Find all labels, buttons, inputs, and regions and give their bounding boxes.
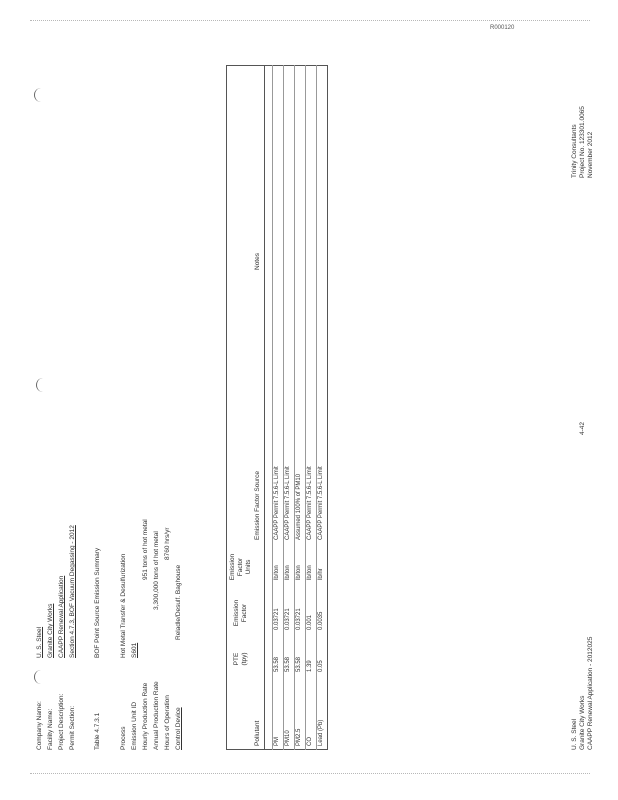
header-tpy-bottom: (tpy)	[241, 652, 249, 666]
footer-left-line2: Granite City Works	[579, 695, 586, 750]
table-row	[294, 65, 295, 750]
cell-units: lb/ton	[296, 565, 302, 580]
cell-units: lb/ton	[274, 565, 280, 580]
header-units-bottom: Units	[245, 559, 253, 575]
hours-label: Hours of Operation	[164, 695, 171, 750]
table-row	[316, 65, 317, 750]
process-label: Process	[120, 726, 127, 750]
cell-units: lb/hr	[318, 568, 324, 580]
cell-factor: 0.03721	[296, 608, 302, 630]
header-source: Emission Factor Source	[254, 471, 261, 540]
emission-unit-value: S601	[131, 642, 138, 658]
annual-rate-value: 3,300,000 tons of hot metal	[153, 531, 160, 610]
cell-tpy: 53.58	[296, 656, 302, 672]
header-factor	[233, 592, 249, 634]
header-pollutant: Pollutant	[254, 720, 261, 746]
footer-right-line1: Trinity Consultants	[571, 124, 578, 178]
control-value: Reladle/Desulf. Baghouse	[175, 564, 182, 640]
cell-source: Assumed 100% of PM10	[296, 473, 302, 540]
annual-rate-label: Annual Production Rate	[153, 681, 160, 750]
cell-factor: 0.03721	[285, 608, 291, 630]
cell-units: lb/ton	[285, 565, 291, 580]
header-notes: Notes	[254, 253, 261, 270]
cell-pollutant: PM	[274, 737, 280, 746]
bates-number: R000120	[490, 25, 515, 31]
table-row	[272, 65, 273, 750]
header-units-top: Emission	[229, 553, 236, 581]
cell-factor: 0.0035	[318, 611, 324, 630]
scan-edge-bottom	[30, 773, 590, 774]
punch-hole-top	[34, 88, 45, 102]
permit-section-value: Section 4.7.3, BOF Vacuum Degassing - 2012	[69, 525, 76, 658]
rotated-page	[36, 106, 594, 750]
cell-tpy: 1.39	[307, 660, 313, 672]
hourly-rate-label: Hourly Production Rate	[142, 682, 149, 750]
hours-value: 8760 hrs/yr	[164, 527, 171, 560]
hourly-rate-value: 951 tons of hot metal	[142, 519, 149, 580]
control-label: Control Device	[175, 707, 182, 750]
header-tpy	[233, 638, 249, 680]
cell-pollutant: CO	[307, 737, 313, 746]
page-number: 4-42	[579, 421, 586, 435]
cell-tpy: 53.58	[274, 656, 280, 672]
scan-edge-top	[30, 20, 590, 21]
table-subtitle: BOF Point Source Emission Summary	[94, 547, 101, 658]
cell-pollutant: PM2.5	[296, 728, 302, 746]
cell-factor: 0.001	[307, 614, 313, 630]
process-value: Hot Metal Transfer & Desulfurization	[120, 553, 127, 658]
table-header-rule	[264, 65, 265, 750]
cell-pollutant: Lead (Pb)	[318, 719, 324, 746]
footer-right-line3: November 2012	[587, 131, 594, 178]
footer-left-line1: U. S. Steel	[571, 718, 578, 750]
cell-tpy: 0.05	[318, 660, 324, 672]
footer-right-line2: Project No. 123301.0065	[579, 106, 586, 178]
footer-left-line3: CAAPP Renewal Application - 2012025	[587, 636, 594, 750]
facility-name-value: Granite City Works	[47, 603, 54, 658]
cell-tpy: 53.58	[285, 656, 291, 672]
header-units	[229, 546, 253, 588]
table-row	[305, 65, 306, 750]
project-description-value: CAAPP Renewal Application	[58, 575, 65, 658]
table-title: Table 4.7.3.1	[94, 712, 101, 750]
cell-units: lb/ton	[307, 565, 313, 580]
header-units-mid: Factor	[237, 557, 245, 577]
emission-unit-label: Emission Unit ID	[131, 701, 138, 750]
cell-source: CAAPP Permit 7.5.6-L Limit	[307, 466, 313, 540]
cell-factor: 0.03721	[274, 608, 280, 630]
cell-source: CAAPP Permit 7.5.6-L Limit	[274, 466, 280, 540]
cell-source: CAAPP Permit 7.5.6-L Limit	[285, 466, 291, 540]
facility-name-label: Facility Name:	[47, 708, 54, 750]
cell-pollutant: PM10	[285, 730, 291, 746]
table-row	[283, 65, 284, 750]
header-tpy-top: PTE	[233, 652, 240, 666]
header-factor-top: Emission	[233, 599, 240, 627]
project-description-label: Project Description:	[58, 693, 65, 750]
cell-source: CAAPP Permit 7.5.6-L Limit	[318, 466, 324, 540]
company-name-value: U. S. Steel	[36, 626, 43, 658]
permit-section-label: Permit Section:	[69, 705, 76, 750]
company-name-label: Company Name:	[36, 701, 43, 750]
header-factor-bottom: Factor	[241, 603, 249, 623]
